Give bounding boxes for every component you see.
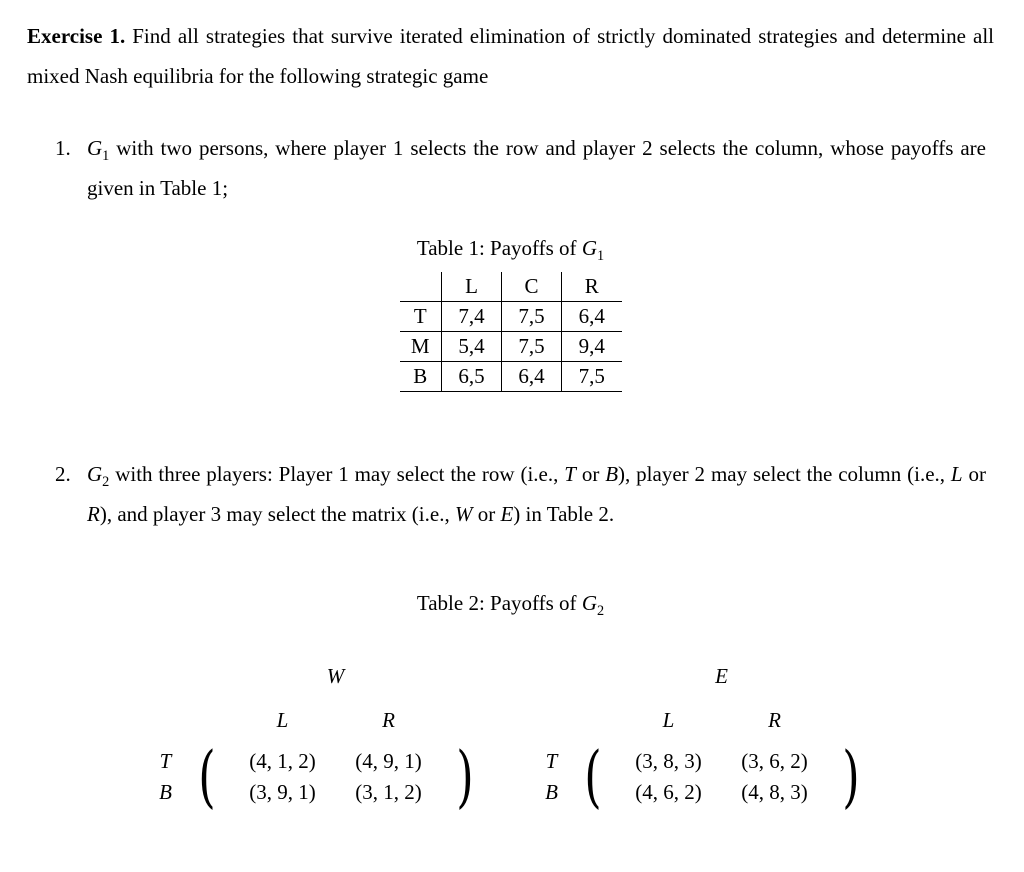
table-2-matrices [27, 664, 994, 817]
math-var-w: W [454, 502, 473, 527]
matrix-entry: (4, 6, 2) [635, 780, 702, 805]
table-row-m [400, 332, 622, 362]
math-subscript: 2 [102, 474, 110, 491]
math-subscript: 1 [596, 248, 605, 265]
col-label-l: L [662, 708, 675, 733]
math-var-l: L [950, 462, 963, 487]
text-segment: or [575, 462, 606, 487]
payoff-cell: 6,4 [562, 302, 622, 332]
exercise-intro-paragraph [27, 16, 994, 97]
row-label-b: B [545, 780, 558, 805]
caption-text: Table 1: Payoffs of [416, 236, 582, 261]
payoff-cell: 5,4 [442, 332, 502, 362]
left-paren: ( [197, 737, 216, 817]
col-label-r: R [768, 708, 781, 733]
payoff-cell: 6,4 [502, 362, 562, 392]
col-header-r: R [562, 272, 622, 302]
item-2-number: 2. [55, 462, 71, 487]
matrix-w [148, 664, 488, 817]
payoff-cell: 7,5 [562, 362, 622, 392]
col-header-l: L [442, 272, 502, 302]
item-1-number: 1. [55, 135, 71, 160]
matrix-entry: (4, 1, 2) [249, 749, 316, 774]
math-var-g2: G [581, 590, 597, 615]
text-segment: ), and player 3 may select the matrix (i.e., [99, 502, 455, 527]
document-page [27, 16, 994, 817]
row-label-t: T [545, 749, 558, 774]
exercise-intro-text: Find all strategies that survive iterated elimination of strictly dominated strategies and determine all mixed Nash equilibria for the following strategic game [27, 24, 994, 89]
right-paren: ) [841, 737, 860, 817]
col-header-c: C [502, 272, 562, 302]
caption-text: Table 2: Payoffs of [416, 590, 582, 615]
math-var-g1: G [581, 236, 597, 261]
col-label-l: L [276, 708, 289, 733]
col-label-r: R [382, 708, 395, 733]
row-label-b: B [400, 362, 442, 392]
list-item-2 [55, 454, 994, 535]
text-segment: or [472, 502, 501, 527]
table-row-b [400, 362, 622, 392]
matrix-e-label: E [715, 664, 728, 689]
math-subscript: 2 [596, 602, 605, 619]
math-subscript: 1 [102, 147, 110, 164]
matrix-entry: (3, 8, 3) [635, 749, 702, 774]
table-1-caption [27, 234, 994, 263]
math-var-e: E [500, 502, 514, 527]
corner-cell [400, 272, 442, 302]
item-2-text [87, 454, 994, 535]
table-header-row [400, 272, 622, 302]
payoff-cell: 6,5 [442, 362, 502, 392]
payoff-cell: 7,5 [502, 302, 562, 332]
row-label-t: T [400, 302, 442, 332]
math-var-b: B [605, 462, 619, 487]
math-var-g1: G [87, 135, 103, 160]
row-label-t: T [159, 749, 172, 774]
table-2-caption [27, 589, 994, 618]
payoff-cell: 7,4 [442, 302, 502, 332]
left-paren: ( [583, 737, 602, 817]
matrix-w-label: W [326, 664, 345, 689]
text-segment: or [962, 462, 986, 487]
matrix-entry: (3, 6, 2) [741, 749, 808, 774]
matrix-entry: (4, 8, 3) [741, 780, 808, 805]
text-segment: with three players: Player 1 may select the row (i.e., [109, 462, 565, 487]
exercise-label: Exercise 1. [27, 24, 126, 48]
matrix-entry: (3, 9, 1) [249, 780, 316, 805]
text-segment: ) in Table 2. [513, 502, 615, 527]
math-var-r: R [87, 502, 100, 527]
table-row-t [400, 302, 622, 332]
text-segment: with two persons, where player 1 selects the row and player 2 selects the column, whose payoffs are given in Table 1; [87, 135, 986, 200]
payoff-cell: 9,4 [562, 332, 622, 362]
right-paren: ) [455, 737, 474, 817]
payoff-cell: 7,5 [502, 332, 562, 362]
item-1-text [87, 128, 994, 209]
payoff-table-1 [400, 272, 622, 393]
row-label-b: B [159, 780, 172, 805]
list-item-1 [55, 128, 994, 209]
math-var-t: T [564, 462, 576, 487]
row-label-m: M [400, 332, 442, 362]
matrix-entry: (3, 1, 2) [355, 780, 422, 805]
text-segment: ), player 2 may select the column (i.e., [618, 462, 951, 487]
matrix-e [534, 664, 874, 817]
math-var-g2: G [87, 462, 103, 487]
matrix-entry: (4, 9, 1) [355, 749, 422, 774]
